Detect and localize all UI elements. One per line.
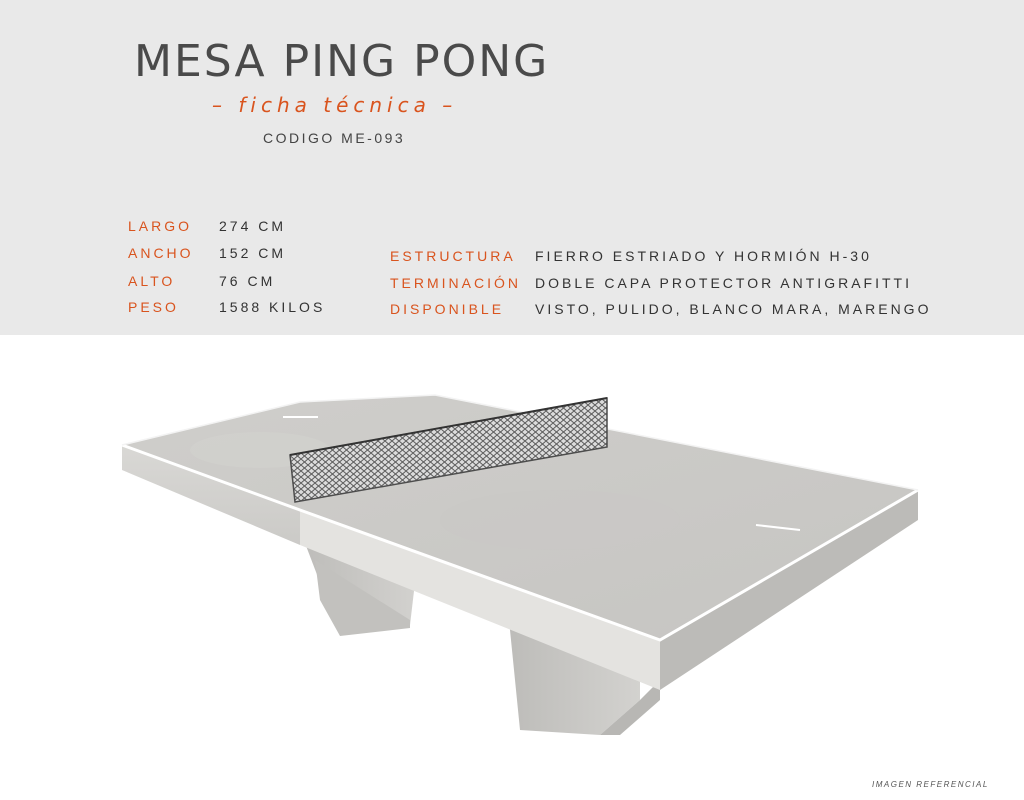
spec-value: 1588 KILOS xyxy=(219,299,326,315)
spec-value: 274 CM xyxy=(219,218,287,234)
spec-label: LARGO xyxy=(128,218,193,234)
spec-label: PESO xyxy=(128,299,179,315)
page-title: MESA PING PONG xyxy=(134,36,550,87)
product-code: CODIGO ME-093 xyxy=(263,130,406,146)
spec-value: 152 CM xyxy=(219,245,287,261)
spec-header xyxy=(0,0,1024,335)
spec-label: ALTO xyxy=(128,273,176,289)
product-image xyxy=(0,335,1024,775)
spec-label: DISPONIBLE xyxy=(390,301,505,317)
spec-value: 76 CM xyxy=(219,273,276,289)
reference-image-note: IMAGEN REFERENCIAL xyxy=(872,780,989,789)
spec-value: DOBLE CAPA PROTECTOR ANTIGRAFITTI xyxy=(535,275,912,291)
spec-label: ESTRUCTURA xyxy=(390,248,516,264)
spec-label: TERMINACIÓN xyxy=(390,275,521,291)
page-subtitle: – ficha técnica – xyxy=(212,93,458,117)
concrete-texture xyxy=(440,490,680,550)
spec-value: FIERRO ESTRIADO Y HORMIÓN H-30 xyxy=(535,248,872,264)
spec-label: ANCHO xyxy=(128,245,194,261)
spec-value: VISTO, PULIDO, BLANCO MARA, MARENGO xyxy=(535,301,932,317)
ping-pong-table-illustration xyxy=(0,335,1024,775)
